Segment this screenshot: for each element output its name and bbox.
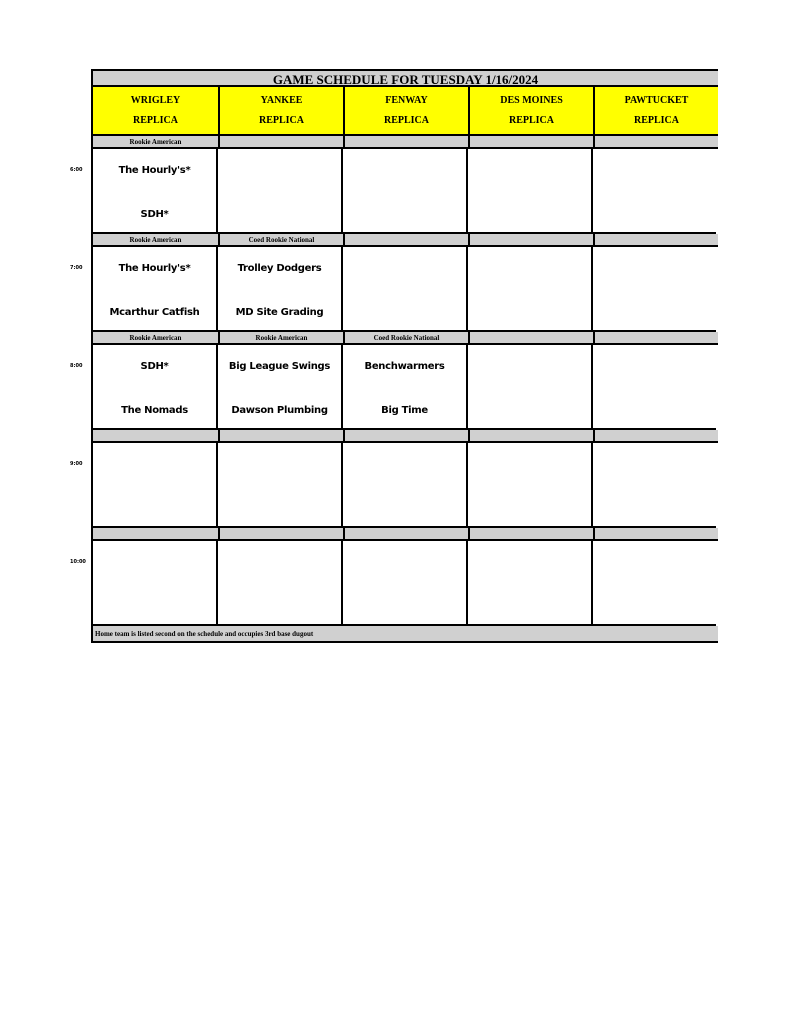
- field-name: DES MOINES: [500, 94, 563, 106]
- division-label: Rookie American: [91, 136, 218, 149]
- game-cell: [216, 541, 341, 626]
- game-cell: [91, 247, 216, 332]
- game-cell: [341, 149, 466, 234]
- field-header-yankee: [218, 87, 343, 136]
- division-label: [593, 528, 718, 541]
- field-sub: REPLICA: [258, 115, 304, 127]
- game-cell: [216, 247, 341, 332]
- division-row: [91, 528, 718, 541]
- division-label: [218, 136, 343, 149]
- field-sub: REPLICA: [383, 115, 429, 127]
- division-label: Coed Rookie National: [218, 234, 343, 247]
- field-header-row: [91, 87, 718, 136]
- division-label: [343, 430, 468, 443]
- field-name: YANKEE: [260, 94, 303, 106]
- division-label: [468, 136, 593, 149]
- field-name: PAWTUCKET: [624, 94, 689, 106]
- game-cell: [591, 149, 716, 234]
- game-cell: [466, 247, 591, 332]
- division-label: [468, 332, 593, 345]
- schedule-title: GAME SCHEDULE FOR TUESDAY 1/16/2024: [91, 69, 718, 87]
- away-team: The Hourly's*: [118, 263, 191, 274]
- field-sub: REPLICA: [633, 115, 679, 127]
- time-label: 6:00: [70, 167, 83, 173]
- game-cell: [466, 443, 591, 528]
- field-sub: REPLICA: [508, 115, 554, 127]
- game-cell: [91, 149, 216, 234]
- field-sub: REPLICA: [132, 115, 178, 127]
- division-label: [593, 136, 718, 149]
- game-cell: [466, 149, 591, 234]
- game-cell: [216, 443, 341, 528]
- division-label: [91, 528, 218, 541]
- division-label: [218, 528, 343, 541]
- home-team: Dawson Plumbing: [231, 405, 328, 416]
- field-name: WRIGLEY: [130, 94, 181, 106]
- division-label: [343, 136, 468, 149]
- time-slots: [70, 136, 718, 626]
- away-team: The Hourly's*: [118, 165, 191, 176]
- division-row: [91, 430, 718, 443]
- game-cell: [216, 149, 341, 234]
- game-cell: [91, 541, 216, 626]
- game-row: [70, 149, 718, 234]
- division-label: Rookie American: [91, 332, 218, 345]
- division-label: Rookie American: [218, 332, 343, 345]
- field-header-wrigley: [91, 87, 218, 136]
- game-cell: [466, 541, 591, 626]
- game-cell: [91, 443, 216, 528]
- division-label: [343, 528, 468, 541]
- division-label: [593, 234, 718, 247]
- time-label: 7:00: [70, 265, 83, 271]
- game-row: [70, 345, 718, 430]
- home-team: SDH*: [140, 209, 169, 220]
- division-label: Rookie American: [91, 234, 218, 247]
- division-row: [91, 332, 718, 345]
- time-label: 10:00: [70, 559, 86, 565]
- division-label: [593, 430, 718, 443]
- game-cell: [341, 541, 466, 626]
- away-team: Trolley Dodgers: [237, 263, 322, 274]
- division-row: [91, 136, 718, 149]
- home-team: MD Site Grading: [235, 307, 324, 318]
- division-label: [468, 528, 593, 541]
- division-row: [91, 234, 718, 247]
- game-cell: [341, 443, 466, 528]
- game-cell: [591, 345, 716, 430]
- division-label: [343, 234, 468, 247]
- home-team: The Nomads: [121, 405, 188, 416]
- away-team: SDH*: [140, 361, 169, 372]
- home-team: Mcarthur Catfish: [109, 307, 200, 318]
- division-label: [91, 430, 218, 443]
- game-cell: [341, 247, 466, 332]
- time-label: 8:00: [70, 363, 83, 369]
- game-row: [70, 541, 718, 626]
- time-label: 9:00: [70, 461, 83, 467]
- game-cell: [591, 247, 716, 332]
- division-label: Coed Rookie National: [343, 332, 468, 345]
- game-cell: [341, 345, 466, 430]
- game-row: [70, 443, 718, 528]
- game-row: [70, 247, 718, 332]
- away-team: Benchwarmers: [364, 361, 445, 372]
- footnote: Home team is listed second on the schedule and occupies 3rd base dugout: [91, 626, 718, 643]
- division-label: [468, 430, 593, 443]
- division-label: [218, 430, 343, 443]
- game-cell: [591, 541, 716, 626]
- away-team: Big League Swings: [228, 361, 331, 372]
- field-name: FENWAY: [385, 94, 428, 106]
- division-label: [593, 332, 718, 345]
- field-header-pawtucket: [593, 87, 718, 136]
- game-cell: [466, 345, 591, 430]
- game-cell: [91, 345, 216, 430]
- field-header-des-moines: [468, 87, 593, 136]
- game-cell: [216, 345, 341, 430]
- schedule-sheet: [70, 69, 718, 643]
- field-header-fenway: [343, 87, 468, 136]
- home-team: Big Time: [381, 405, 428, 416]
- game-cell: [591, 443, 716, 528]
- division-label: [468, 234, 593, 247]
